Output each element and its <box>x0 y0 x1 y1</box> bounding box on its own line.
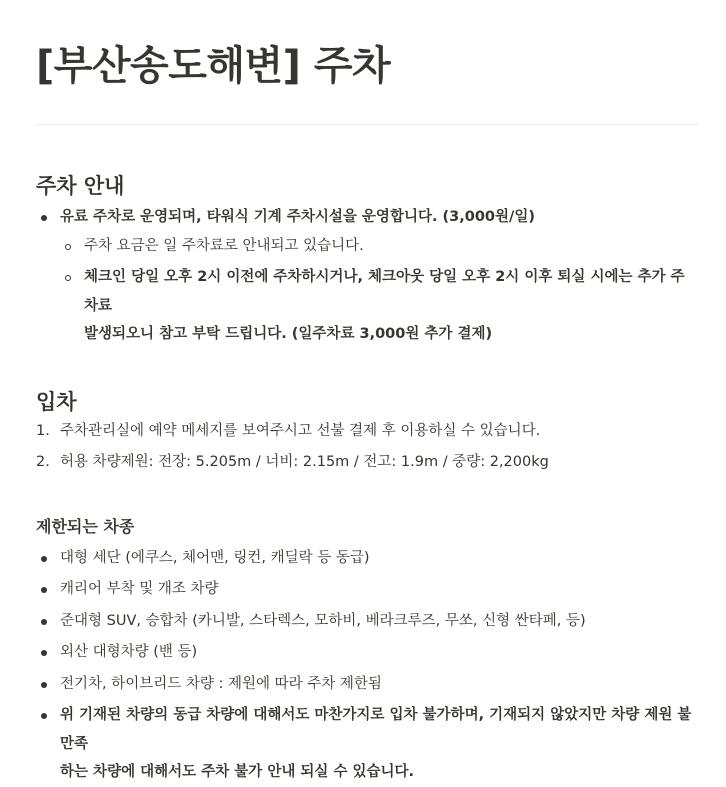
sub-list-container <box>60 232 696 349</box>
entry-heading: 입차 <box>36 389 77 414</box>
extra-fee-text-line1: 체크인 당일 오후 2시 이전에 주차하시거나, 체크아웃 당일 오후 2시 이후 퇴실 시에는 추가 주차료 <box>84 269 685 314</box>
restricted-item-text: 외산 대형차량 (밴 등) <box>60 644 198 660</box>
parking-info-sub-list <box>60 232 696 349</box>
list-item <box>36 670 696 699</box>
parking-fee-text: 유료 주차로 운영되며, 타워식 기계 주차시설을 운영합니다. (3,000원/일) <box>60 209 535 225</box>
list-item <box>36 701 696 787</box>
list-item <box>36 448 696 477</box>
restricted-notice-line1: 위 기재된 차량의 동급 차량에 대해서도 마찬가지로 입차 불가하며, 기재되지 않았지만 차량 제원 불만족 <box>60 707 692 752</box>
bullet-circle-icon <box>65 244 71 250</box>
parking-info-heading: 주차 안내 <box>36 174 125 198</box>
list-number: 2. <box>36 454 50 470</box>
restricted-item-text: 대형 세단 (에쿠스, 체어맨, 링컨, 캐딜락 등 동급) <box>60 549 370 566</box>
vehicle-spec-text: 허용 차량제원: 전장: 5.205m / 너비: 2.15m / 전고: 1.9m / 중량: 2,200kg <box>60 454 549 470</box>
title-divider <box>36 124 698 125</box>
restricted-list <box>36 544 696 787</box>
daily-fee-text: 주차 요금은 일 주차료로 안내되고 있습니다. <box>84 237 364 254</box>
list-item <box>36 544 696 573</box>
list-item <box>60 232 696 261</box>
bullet-dot-icon <box>41 713 47 719</box>
list-item <box>36 203 696 232</box>
bullet-dot-icon <box>41 682 47 688</box>
entry-step-text: 주차관리실에 예약 메세지를 보여주시고 선불 결제 후 이용하실 수 있습니다. <box>60 422 541 439</box>
extra-fee-text-line2: 발생되오니 참고 부탁 드립니다. (일주차료 3,000원 추가 결제) <box>84 326 493 342</box>
page-title: [부산송도해변] 주차 <box>36 43 391 89</box>
bullet-dot-icon <box>41 215 47 221</box>
restricted-notice-line2: 하는 차량에 대해서도 주차 불가 안내 되실 수 있습니다. <box>60 764 415 780</box>
entry-list <box>36 417 696 477</box>
list-item <box>36 417 696 446</box>
restricted-item-text: 준대형 SUV, 승합차 (카니발, 스타렉스, 모하비, 베라크루즈, 무쏘, 신형 싼타페, 등) <box>60 612 586 629</box>
list-item <box>60 263 696 349</box>
bullet-dot-icon <box>41 650 47 656</box>
bullet-dot-icon <box>41 587 47 593</box>
bullet-dot-icon <box>41 556 47 562</box>
list-item <box>36 638 696 667</box>
list-item <box>36 607 696 636</box>
restricted-item-text: 전기차, 하이브리드 차량 : 제원에 따라 주차 제한됨 <box>60 675 382 692</box>
restricted-item-text: 캐리어 부착 및 개조 차량 <box>60 581 219 597</box>
list-number: 1. <box>36 422 50 439</box>
bullet-circle-icon <box>65 275 71 281</box>
restricted-heading: 제한되는 차종 <box>36 516 135 536</box>
bullet-dot-icon <box>41 619 47 625</box>
parking-info-list <box>36 203 696 349</box>
list-item <box>36 575 696 604</box>
